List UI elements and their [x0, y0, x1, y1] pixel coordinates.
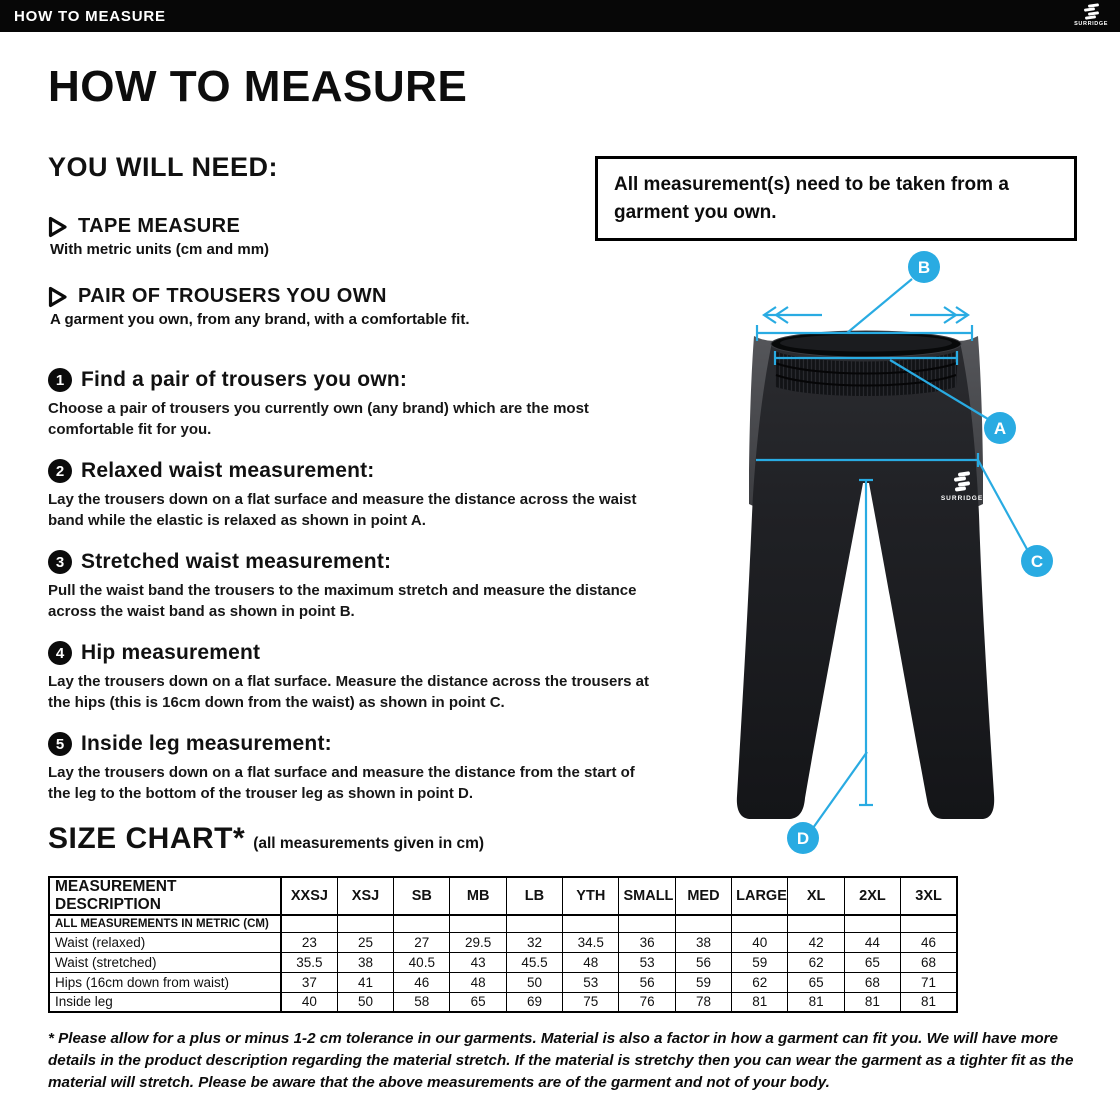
size-value-cell: 65: [450, 992, 506, 1012]
top-bar: [0, 0, 1120, 32]
size-value-cell: 59: [732, 952, 788, 972]
step-title: Inside leg measurement:: [81, 732, 332, 755]
size-value-cell: 50: [337, 992, 393, 1012]
surridge-logo-icon: [1074, 4, 1108, 28]
size-column-header: YTH: [563, 877, 619, 915]
size-chart-table: [48, 876, 958, 1013]
size-value-cell: 53: [619, 952, 675, 972]
step-title: Hip measurement: [81, 641, 261, 664]
size-column-header: SMALL: [619, 877, 675, 915]
step-description: Pull the waist band the trousers to the maximum stretch and measure the distance across the waist band as shown in point B.: [48, 582, 637, 620]
stretch-arrows-icon: [764, 307, 968, 323]
table-row: [49, 932, 957, 952]
size-column-header: 2XL: [844, 877, 900, 915]
size-value-cell: 48: [563, 952, 619, 972]
empty-cell: [394, 915, 450, 932]
size-value-cell: 46: [901, 932, 957, 952]
size-value-cell: 81: [901, 992, 957, 1012]
notice-text: All measurement(s) need to be taken from a garment you own.: [614, 174, 1009, 223]
measurement-label: Hips (16cm down from waist): [49, 972, 281, 992]
size-value-cell: 68: [901, 952, 957, 972]
trousers-measurement-diagram: [690, 240, 1120, 870]
empty-cell: [281, 915, 337, 932]
size-value-cell: 36: [619, 932, 675, 952]
step-description: Lay the trousers down on a flat surface and measure the distance across the waist band while the elastic is relaxed as shown in point A.: [48, 491, 637, 529]
empty-cell: [450, 915, 506, 932]
size-value-cell: 38: [675, 932, 731, 952]
step: [48, 368, 698, 440]
table-row: [49, 992, 957, 1012]
step-title: Find a pair of trousers you own:: [81, 368, 408, 391]
size-column-header: XL: [788, 877, 844, 915]
empty-cell: [675, 915, 731, 932]
measurement-label: Inside leg: [49, 992, 281, 1012]
size-value-cell: 48: [450, 972, 506, 992]
step-title: Stretched waist measurement:: [81, 550, 392, 573]
size-value-cell: 53: [563, 972, 619, 992]
size-value-cell: 38: [337, 952, 393, 972]
step: [48, 550, 698, 622]
size-chart-note: (all measurements given in cm): [253, 835, 485, 852]
brand-name: SURRIDGE: [1074, 21, 1108, 28]
need-item-title: PAIR OF TROUSERS YOU OWN: [78, 285, 387, 307]
size-value-cell: 37: [281, 972, 337, 992]
size-value-cell: 81: [788, 992, 844, 1012]
size-chart-section: [48, 822, 964, 1013]
you-will-need-item: [48, 285, 698, 328]
size-value-cell: 42: [788, 932, 844, 952]
step-number-badge: 1: [48, 368, 72, 392]
size-value-cell: 71: [901, 972, 957, 992]
you-will-need-heading: YOU WILL NEED:: [48, 152, 279, 182]
size-value-cell: 50: [506, 972, 562, 992]
step-number-badge: 5: [48, 732, 72, 756]
table-row: [49, 972, 957, 992]
metric-note-row: [49, 915, 957, 932]
empty-cell: [788, 915, 844, 932]
svg-text:D: D: [796, 829, 810, 848]
size-value-cell: 41: [337, 972, 393, 992]
size-value-cell: 56: [619, 972, 675, 992]
size-value-cell: 62: [788, 952, 844, 972]
empty-cell: [732, 915, 788, 932]
size-value-cell: 40: [281, 992, 337, 1012]
size-column-header: XXSJ: [281, 877, 337, 915]
size-value-cell: 23: [281, 932, 337, 952]
size-value-cell: 76: [619, 992, 675, 1012]
size-value-cell: 68: [844, 972, 900, 992]
size-column-header: LARGE: [732, 877, 788, 915]
size-value-cell: 59: [675, 972, 731, 992]
size-value-cell: 75: [563, 992, 619, 1012]
empty-cell: [563, 915, 619, 932]
size-value-cell: 81: [844, 992, 900, 1012]
empty-cell: [506, 915, 562, 932]
size-value-cell: 46: [394, 972, 450, 992]
size-value-cell: 58: [394, 992, 450, 1012]
step-number-badge: 2: [48, 459, 72, 483]
step-number-badge: 4: [48, 641, 72, 665]
size-value-cell: 44: [844, 932, 900, 952]
size-value-cell: 65: [844, 952, 900, 972]
size-value-cell: 78: [675, 992, 731, 1012]
step: [48, 641, 698, 713]
svg-text:C: C: [1030, 552, 1044, 571]
svg-text:SURRIDGE: SURRIDGE: [940, 495, 984, 502]
topbar-title: HOW TO MEASURE: [14, 7, 166, 25]
empty-cell: [901, 915, 957, 932]
size-value-cell: 45.5: [506, 952, 562, 972]
size-column-header: SB: [394, 877, 450, 915]
page-title: HOW TO MEASURE: [48, 62, 468, 111]
steps-list: [48, 368, 698, 804]
size-column-header: 3XL: [901, 877, 957, 915]
size-value-cell: 81: [732, 992, 788, 1012]
size-value-cell: 69: [506, 992, 562, 1012]
size-value-cell: 27: [394, 932, 450, 952]
size-column-header: LB: [506, 877, 562, 915]
svg-text:A: A: [993, 419, 1007, 438]
metric-note-cell: ALL MEASUREMENTS IN METRIC (CM): [49, 915, 281, 932]
step-description: Choose a pair of trousers you currently own (any brand) which are the most comfortable fit for you.: [48, 400, 589, 438]
size-value-cell: 25: [337, 932, 393, 952]
size-column-header: XSJ: [337, 877, 393, 915]
table-row: [49, 952, 957, 972]
size-column-header: MED: [675, 877, 731, 915]
need-item-title: TAPE MEASURE: [78, 215, 241, 237]
size-value-cell: 32: [506, 932, 562, 952]
size-value-cell: 35.5: [281, 952, 337, 972]
measurement-label: Waist (relaxed): [49, 932, 281, 952]
size-value-cell: 40: [732, 932, 788, 952]
empty-cell: [844, 915, 900, 932]
size-value-cell: 29.5: [450, 932, 506, 952]
step-title: Relaxed waist measurement:: [81, 459, 375, 482]
size-value-cell: 40.5: [394, 952, 450, 972]
size-value-cell: 65: [788, 972, 844, 992]
trousers-illustration: [690, 240, 1120, 870]
step-number-badge: 3: [48, 550, 72, 574]
size-value-cell: 34.5: [563, 932, 619, 952]
step: [48, 732, 698, 804]
size-value-cell: 56: [675, 952, 731, 972]
need-item-subtitle: With metric units (cm and mm): [50, 241, 270, 258]
svg-text:B: B: [917, 258, 931, 277]
triangle-bullet-icon: [48, 216, 68, 238]
step: [48, 459, 698, 531]
empty-cell: [619, 915, 675, 932]
size-column-header: MB: [450, 877, 506, 915]
size-chart-title: SIZE CHART*: [48, 822, 246, 855]
notice-box: [595, 156, 1077, 241]
need-item-subtitle: A garment you own, from any brand, with a comfortable fit.: [50, 311, 470, 328]
measurement-label: Waist (stretched): [49, 952, 281, 972]
empty-cell: [337, 915, 393, 932]
step-description: Lay the trousers down on a flat surface and measure the distance from the start of the leg to the bottom of the trouser leg as shown in point D.: [48, 764, 635, 802]
size-value-cell: 62: [732, 972, 788, 992]
step-description: Lay the trousers down on a flat surface. Measure the distance across the trousers at the hips (this is 16cm down from the waist) as shown in point C.: [48, 673, 650, 711]
size-value-cell: 43: [450, 952, 506, 972]
size-column-header: MEASUREMENT DESCRIPTION: [49, 877, 281, 915]
surridge-s-icon: [1086, 4, 1097, 20]
triangle-bullet-icon: [48, 286, 68, 308]
waist-opening: [771, 331, 961, 357]
size-table-header-row: [49, 877, 957, 915]
tolerance-footnote: * Please allow for a plus or minus 1-2 cm tolerance in our garments. Material is also a factor in how a garment can fit you. We will have more details in the product description regarding the material stretch. If the material is stretchy then you can wear the garment as a tighter fit as the material will stretch. Please be aware that the above measurements are of the garment and not of your body.: [48, 1030, 1074, 1092]
